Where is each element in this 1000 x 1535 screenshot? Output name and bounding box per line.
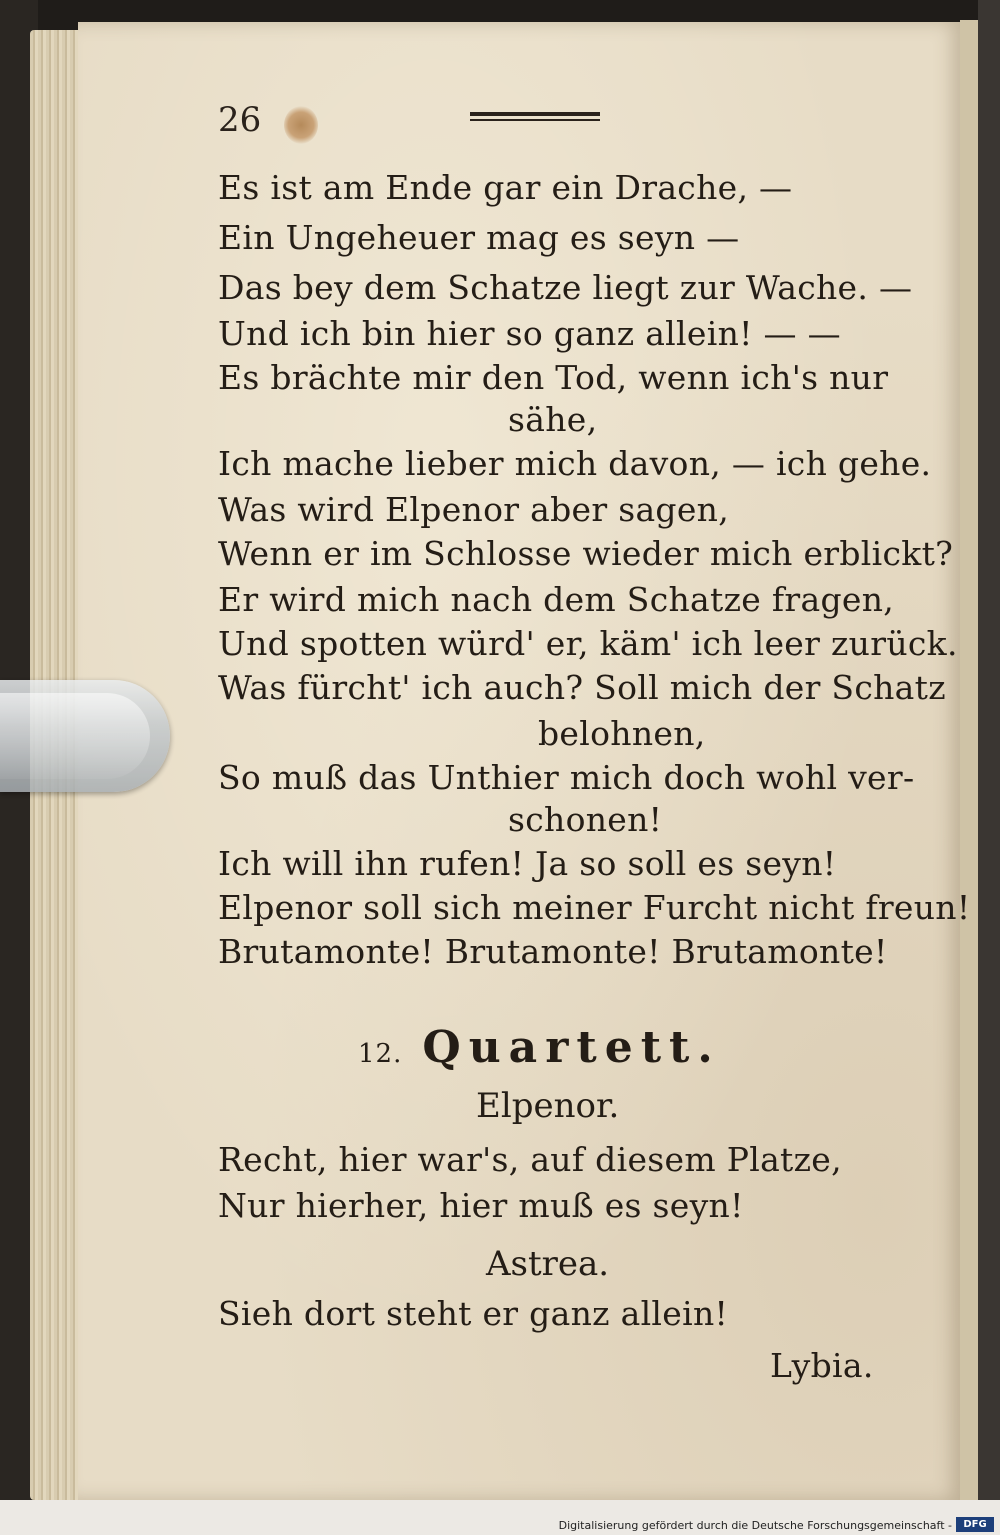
header-rule [470,112,600,126]
verse-line: Er wird mich nach dem Schatze fragen, [218,580,895,619]
footer-credit: Digitalisierung gefördert durch die Deutsche Forschungsgemeinschaft - [558,1519,952,1532]
verse-line: Ich mache lieber mich davon, — ich gehe. [218,444,932,483]
dialogue-line: Nur hierher, hier muß es seyn! [218,1186,744,1225]
page-clip-highlight [0,693,150,779]
page-edge-right [960,20,978,1500]
dialogue-line: Recht, hier war's, auf diesem Platze, [218,1140,842,1179]
verse-line: sähe, [508,400,598,439]
verse-line: So muß das Unthier mich doch wohl ver- [218,758,915,797]
dfg-logo: DFG [956,1517,994,1532]
verse-line: Wenn er im Schlosse wieder mich erblickt? [218,534,954,573]
verse-line: Es brächte mir den Tod, wenn ich's nur [218,358,889,397]
section-number: 12. [358,1039,403,1069]
verse-line: Was fürcht' ich auch? Soll mich der Schatz [218,668,946,707]
page-stain [284,106,318,144]
verse-line: belohnen, [538,714,706,753]
section-heading [358,1022,721,1073]
page-number: 26 [218,100,262,140]
verse-line: Und ich bin hier so ganz allein! — — [218,314,841,353]
verse-line: Brutamonte! Brutamonte! Brutamonte! [218,932,888,971]
section-title: Quartett. [422,1022,721,1073]
dialogue-line: Sieh dort steht er ganz allein! [218,1294,729,1333]
speaker-elpenor: Elpenor. [476,1086,620,1126]
verse-line: Ein Ungeheuer mag es seyn — [218,218,740,257]
verse-line: Was wird Elpenor aber sagen, [218,490,730,529]
verse-line: Es ist am Ende gar ein Drache, — [218,168,793,207]
verse-line: schonen! [508,800,663,839]
book-cover-right [978,0,1000,1535]
verse-line: Und spotten würd' er, käm' ich leer zurück. [218,624,958,663]
catchword: Lybia. [770,1346,874,1385]
verse-line: Ich will ihn rufen! Ja so soll es seyn! [218,844,837,883]
verse-line: Elpenor soll sich meiner Furcht nicht freun! [218,888,971,927]
speaker-astrea: Astrea. [486,1244,610,1284]
verse-line: Das bey dem Schatze liegt zur Wache. — [218,268,913,307]
